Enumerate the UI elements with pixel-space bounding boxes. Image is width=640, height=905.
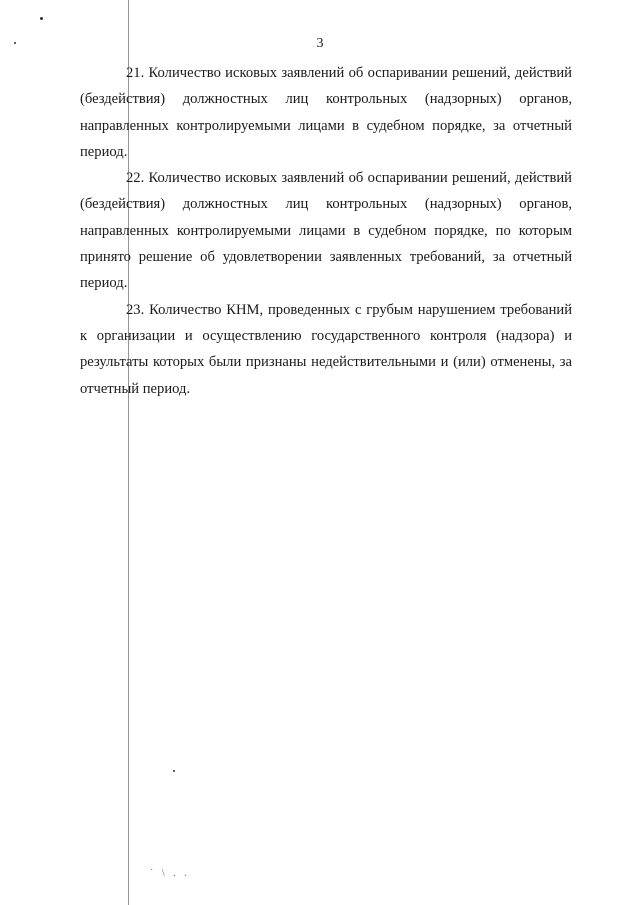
page-number: 3 <box>316 36 324 51</box>
paragraph-23: 23. Количество КНМ, проведенных с грубым нарушением требований к организации и осуществлению государственного контроля (надзора) и результаты которых были признаны недействительными и (или) отменены, за отчетный период. <box>80 301 572 397</box>
scan-speck <box>40 17 43 20</box>
paragraph-21: 21. Количество исковых заявлений об оспаривании решений, действий (бездействия) должностных лиц контрольных (надзорных) органов, направленных контролируемыми лицами в судебном порядке, за отчетный период. <box>80 65 572 160</box>
paragraph-22: 22. Количество исковых заявлений об оспаривании решений, действий (бездействия) должностных лиц контрольных (надзорных) органов, направленных контролируемыми лицами в судебном порядке, по которым принято решение об удовлетворении заявленных требований, за отчетный период. <box>80 170 572 292</box>
scan-artifact-ticks: ˙ \ . . <box>150 868 190 879</box>
document-body <box>80 60 572 402</box>
scan-speck <box>173 770 175 772</box>
